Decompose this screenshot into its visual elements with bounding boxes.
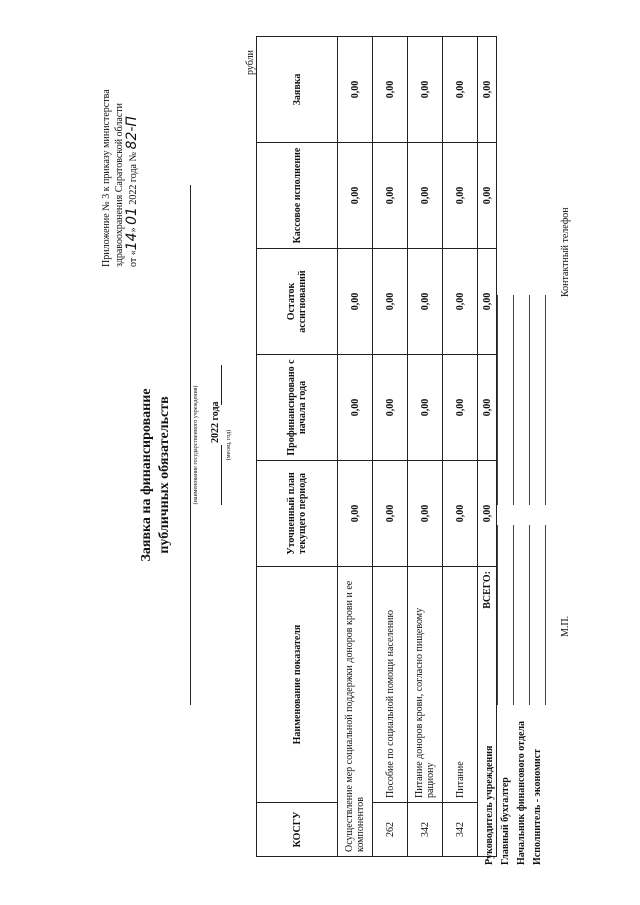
row-plan: 0,00	[443, 461, 478, 567]
signature-accountant-line[interactable]	[513, 525, 514, 705]
header-financed: Профинансировано с начала года	[257, 355, 338, 461]
row-kosgu: 342	[408, 803, 443, 857]
row-balance: 0,00	[338, 249, 373, 355]
row-financed: 0,00	[443, 355, 478, 461]
signature-accountant-label: Главный бухгалтер	[500, 777, 511, 865]
signature-executor-label: Исполнитель - экономист	[532, 748, 543, 865]
header-plan: Уточненный план текущего периода	[257, 461, 338, 567]
row-balance: 0,00	[443, 249, 478, 355]
row-request: 0,00	[443, 37, 478, 143]
row-plan: 0,00	[338, 461, 373, 567]
signature-finance-head-line[interactable]	[529, 525, 530, 705]
stamp-label: М.П.	[560, 615, 571, 637]
total-plan: 0,00	[478, 461, 497, 567]
period-caption: (месяц, год)	[226, 429, 232, 461]
period-year: 2022 года	[210, 401, 221, 443]
row-request: 0,00	[338, 37, 373, 143]
row-financed: 0,00	[408, 355, 443, 461]
row-name: Питание	[443, 567, 478, 803]
row-cash: 0,00	[338, 143, 373, 249]
appendix-line-3: от «14» 01 2022 года № 82-П	[124, 116, 140, 267]
currency-unit: рубли	[245, 50, 256, 75]
table-row	[373, 37, 408, 857]
appendix-line-2: здравоохранения Саратовской области	[114, 103, 125, 267]
appendix-note	[100, 17, 140, 267]
row-plan: 0,00	[408, 461, 443, 567]
row-request: 0,00	[373, 37, 408, 143]
row-name: Осуществление мер социальной поддержки доноров крови и ее компонентов	[338, 567, 373, 857]
institution-field-line	[190, 185, 191, 705]
signature-head-line[interactable]	[497, 525, 498, 705]
row-name: Питание доноров крови, согласно пищевому рациону	[408, 567, 443, 803]
row-request: 0,00	[408, 37, 443, 143]
table-row	[408, 37, 443, 857]
header-balance: Остаток ассигнований	[257, 249, 338, 355]
appendix-number: 82-П	[124, 116, 140, 150]
header-name: Наименование показателя	[257, 567, 338, 803]
table-header-row	[257, 37, 338, 857]
table-row	[443, 37, 478, 857]
total-financed: 0,00	[478, 355, 497, 461]
row-plan: 0,00	[373, 461, 408, 567]
period-month-line	[221, 445, 222, 505]
period-tail-line	[221, 365, 222, 405]
header-cash: Кассовое исполнение	[257, 143, 338, 249]
signature-head-label: Руководитель учреждения	[484, 745, 495, 865]
signature-accountant-name-line	[513, 295, 514, 505]
row-kosgu: 342	[443, 803, 478, 857]
row-financed: 0,00	[338, 355, 373, 461]
appendix-day: 14	[124, 232, 140, 251]
table-total-row	[478, 37, 497, 857]
contact-phone-label: Контактный телефон	[560, 207, 571, 297]
total-request: 0,00	[478, 37, 497, 143]
institution-caption: (наименование государственного учреждения)	[193, 385, 199, 505]
row-financed: 0,00	[373, 355, 408, 461]
row-kosgu: 262	[373, 803, 408, 857]
signature-finance-head-name-line	[529, 295, 530, 505]
signature-head-name-line	[497, 295, 498, 505]
row-cash: 0,00	[443, 143, 478, 249]
signature-finance-head-label: Начальник финансового отдела	[516, 720, 527, 865]
financing-table	[256, 36, 497, 857]
total-label: ВСЕГО:	[478, 567, 497, 857]
header-request: Заявка	[257, 37, 338, 143]
row-balance: 0,00	[408, 249, 443, 355]
document-title: Заявка на финансирование публичных обязательств	[139, 388, 172, 562]
row-name: Пособие по социальной помощи населению	[373, 567, 408, 803]
signature-executor-line[interactable]	[545, 525, 546, 705]
row-cash: 0,00	[408, 143, 443, 249]
appendix-month: 01	[124, 207, 140, 225]
table-row	[338, 37, 373, 857]
appendix-line-1: Приложение № 3 к приказу министерства	[101, 89, 112, 267]
total-cash: 0,00	[478, 143, 497, 249]
row-balance: 0,00	[373, 249, 408, 355]
row-cash: 0,00	[373, 143, 408, 249]
signature-executor-name-line	[545, 295, 546, 505]
total-balance: 0,00	[478, 249, 497, 355]
header-kosgu: КОСГУ	[257, 803, 338, 857]
